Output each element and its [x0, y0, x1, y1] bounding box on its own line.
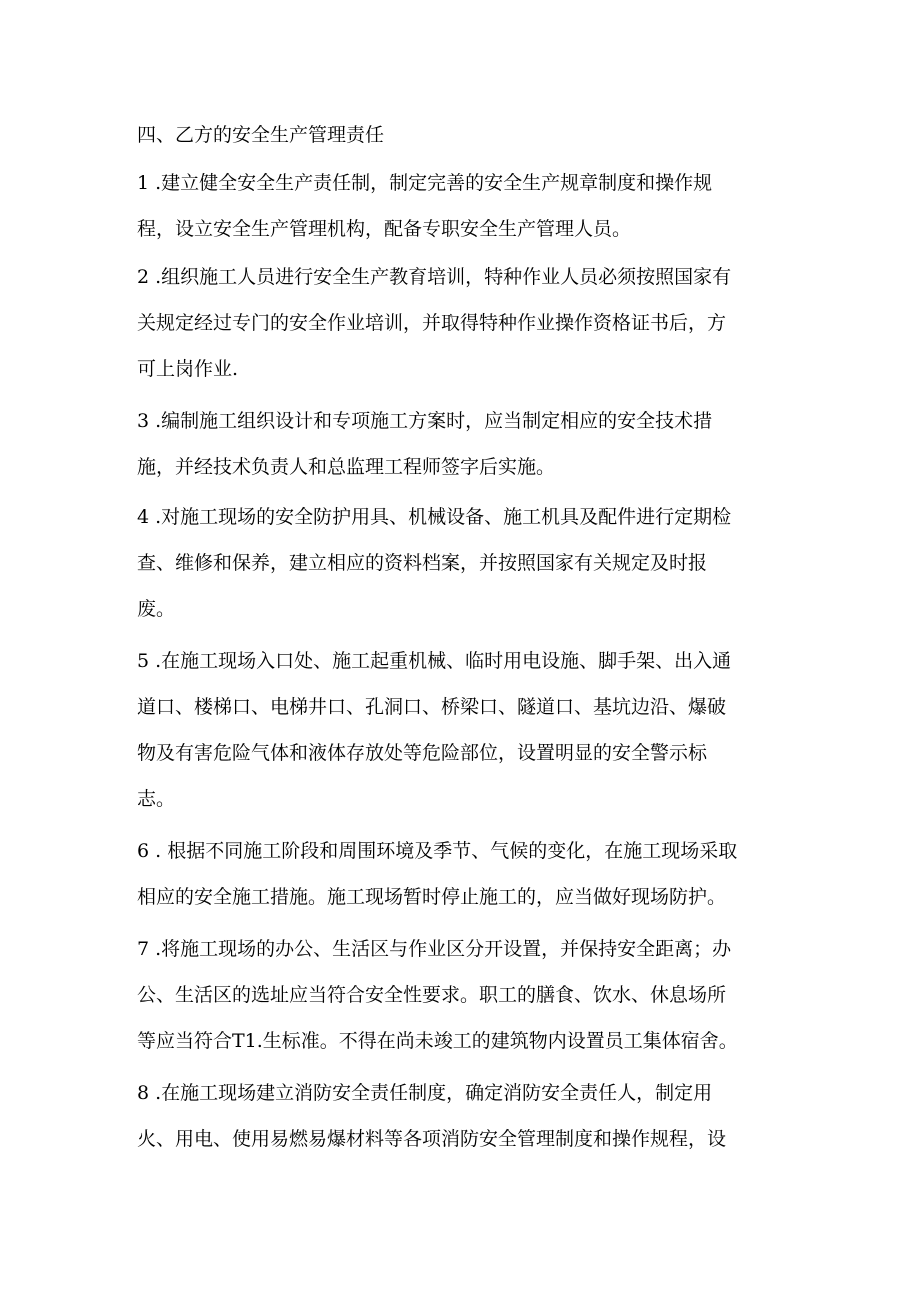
item-4-line-1: 4 .对施工现场的安全防护用具、机械设备、施工机具及配件进行定期检: [137, 506, 732, 528]
item-5-line-4: 志。: [137, 788, 176, 810]
item-7-line-2: 公、生活区的选址应当符合安全性要求。职工的膳食、饮水、休息场所: [137, 984, 727, 1006]
item-7-line-1: 7 .将施工现场的办公、生活区与作业区分开设置，并保持安全距离；办: [137, 938, 732, 960]
item-5-line-1: 5 .在施工现场入口处、施工起重机械、临时用电设施、脚手架、出入通: [137, 650, 732, 672]
item-3-line-1: 3 .编制施工组织设计和专项施工方案时，应当制定相应的安全技术措: [137, 410, 713, 432]
item-8-line-1: 8 .在施工现场建立消防安全责任制度，确定消防安全责任人，制定用: [137, 1082, 713, 1104]
item-4-line-3: 废。: [137, 598, 176, 620]
item-2-line-1: 2 .组织施工人员进行安全生产教育培训，特种作业人员必须按照国家有: [137, 266, 732, 288]
item-4-line-2: 查、维修和保养，建立相应的资料档案，并按照国家有关规定及时报: [137, 552, 708, 574]
item-2-line-2: 关规定经过专门的安全作业培训，并取得特种作业操作资格证书后，方: [137, 312, 727, 334]
section-heading: 四、乙方的安全生产管理责任: [137, 124, 385, 146]
item-6-line-1: 6 . 根据不同施工阶段和周围环境及季节、气候的变化，在施工现场采取: [137, 840, 738, 862]
item-5-line-3: 物及有害危险气体和液体存放处等危险部位，设置明显的安全警示标: [137, 742, 708, 764]
item-3-line-2: 施，并经技术负责人和总监理工程师签字后实施。: [137, 456, 556, 478]
item-8-line-2: 火、用电、使用易燃易爆材料等各项消防安全管理制度和操作规程，设: [137, 1128, 727, 1150]
item-2-line-3: 可上岗作业.: [137, 358, 239, 380]
item-5-line-2: 道口、楼梯口、电梯井口、孔洞口、桥梁口、隧道口、基坑边沿、爆破: [137, 696, 727, 718]
item-1-line-1: 1 .建立健全安全生产责任制，制定完善的安全生产规章制度和操作规: [137, 172, 713, 194]
item-1-line-2: 程，设立安全生产管理机构，配备专职安全生产管理人员。: [137, 218, 632, 240]
item-7-line-3: 等应当符合T1.生标准。不得在尚未竣工的建筑物内设置员工集体宿舍。: [137, 1030, 738, 1052]
item-6-line-2: 相应的安全施工措施。施工现场暂时停止施工的，应当做好现场防护。: [137, 886, 727, 908]
